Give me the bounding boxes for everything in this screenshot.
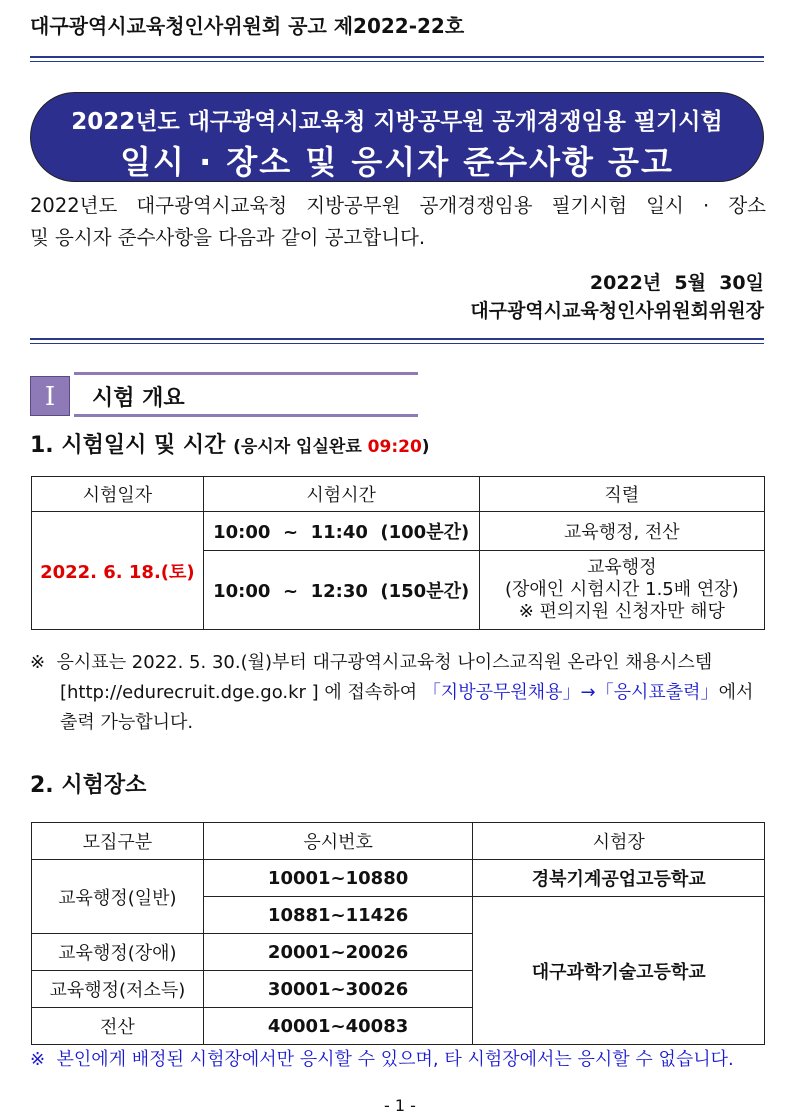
entry-note-prefix: (응시자 입실완료 <box>233 437 368 457</box>
subsection-schedule-title: 1. 시험일시 및 시간 <box>30 433 226 458</box>
header-time: 시험시간 <box>203 477 479 512</box>
position-line: 교육행정 <box>587 557 657 578</box>
page-number: - 1 - <box>384 1096 416 1115</box>
intro-line2: 및 응시자 준수사항을 다음과 같이 공고합니다. <box>30 226 426 249</box>
divider-top <box>30 56 764 62</box>
notice-url-text: [http://edurecruit.dge.go.kr ] 에 접속하여 <box>60 682 423 703</box>
entry-note <box>233 437 429 457</box>
schedule-table <box>31 476 765 630</box>
header-category: 모집구분 <box>32 823 204 860</box>
banner-title-line1: 2022년도 대구광역시교육청 지방공무원 공개경쟁임용 필기시험 <box>71 109 723 135</box>
category: 교육행정(장애) <box>32 934 204 971</box>
exam-numbers: 30001~30026 <box>203 971 473 1008</box>
section-rule-bottom <box>74 414 418 417</box>
exam-position: 교육행정, 전산 <box>479 512 764 551</box>
announcement-date: 2022년 5월 30일 <box>589 272 764 294</box>
position-line: ※ 편의지원 신청자만 해당 <box>518 601 725 622</box>
title-banner <box>30 92 764 182</box>
header-numbers: 응시번호 <box>203 823 473 860</box>
header-venue: 시험장 <box>473 823 765 860</box>
divider-middle <box>30 338 764 344</box>
exam-date: 2022. 6. 18.(토) <box>32 512 204 630</box>
venue-footnote: ※ 본인에게 배정된 시험장에서만 응시할 수 있으며, 타 시험장에서는 응시할 수 없습니다. <box>30 1049 734 1070</box>
admission-ticket-notice <box>30 648 766 738</box>
category: 전산 <box>32 1008 204 1045</box>
notice-menu-path: 「지방공무원채용」→「응시표출력」 <box>422 682 719 703</box>
entry-note-suffix: ) <box>421 437 430 457</box>
section-number-box: Ⅰ <box>30 376 70 416</box>
notice-line2-end: 에서 <box>718 682 754 703</box>
category: 교육행정(저소득) <box>32 971 204 1008</box>
section-title: 시험 개요 <box>92 386 185 411</box>
exam-time: 10:00 ~ 12:30 (150분간) <box>203 551 479 630</box>
exam-time: 10:00 ~ 11:40 (100분간) <box>203 512 479 551</box>
venue-table <box>31 822 765 1045</box>
venue: 경북기계공업고등학교 <box>473 860 765 897</box>
entry-time: 09:20 <box>367 437 422 457</box>
intro-line1: 2022년도 대구광역시교육청 지방공무원 공개경쟁임용 필기시험 일시 · 장소 <box>30 194 766 217</box>
signer: 대구광역시교육청인사위원회위원장 <box>470 300 764 322</box>
banner-title-line2: 일시 · 장소 및 응시자 준수사항 공고 <box>120 143 674 181</box>
table-row <box>32 860 765 897</box>
category: 교육행정(일반) <box>32 860 204 934</box>
subsection-schedule-heading <box>30 428 430 459</box>
subsection-venue-title: 2. 시험장소 <box>30 773 147 798</box>
notice-line2 <box>30 678 766 708</box>
exam-numbers: 10001~10880 <box>203 860 473 897</box>
table-header-row <box>32 477 765 512</box>
exam-numbers: 20001~20026 <box>203 934 473 971</box>
table-row <box>32 512 765 551</box>
announcement-number: 대구광역시교육청인사위원회 공고 제2022-22호 <box>30 14 465 38</box>
exam-position <box>479 551 764 630</box>
exam-numbers: 40001~40083 <box>203 1008 473 1045</box>
venue: 대구과학기술고등학교 <box>473 897 765 1045</box>
header-position: 직렬 <box>479 477 764 512</box>
position-line: (장애인 시험시간 1.5배 연장) <box>504 579 739 600</box>
exam-numbers: 10881~11426 <box>203 897 473 934</box>
notice-line3: 출력 가능합니다. <box>60 712 194 733</box>
header-date: 시험일자 <box>32 477 204 512</box>
notice-line1: ※ 응시표는 2022. 5. 30.(월)부터 대구광역시교육청 나이스교직원 온라인 채용시스템 <box>30 652 713 673</box>
section-rule-top <box>74 372 418 375</box>
table-header-row <box>32 823 765 860</box>
